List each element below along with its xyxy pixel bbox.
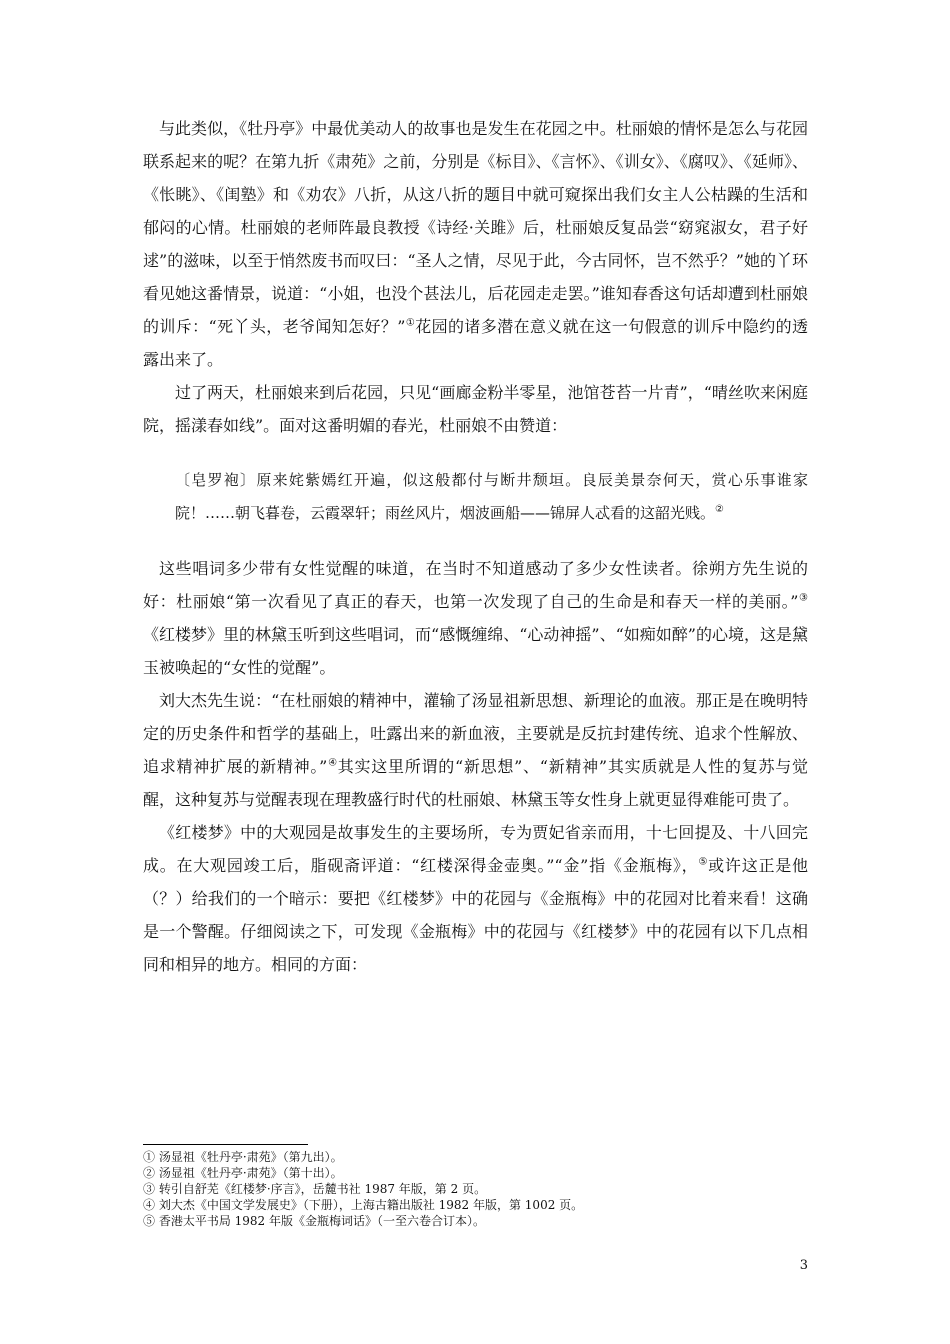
footnote-4: ④ 刘大杰《中国文学发展史》（下册），上海古籍出版社 1982 年版，第 1002 页。: [143, 1198, 584, 1212]
footnote-ref-2[interactable]: ②: [715, 504, 724, 515]
paragraph-5: 《红楼梦》中的大观园是故事发生的主要场所，专为贾妃省亲而用，十七回提及、十八回完成。在大观园竣工后，脂砚斋评道：“红楼深得金壶奥。”“金”指《金瓶梅》，⑤或许这正是他（？）给我们的一个暗示：要把《红楼梦》中的花园与《金瓶梅》中的花园对比着来看！这确是一个警醒。仔细阅读之下，可发现《金瓶梅》中的花园与《红楼梦》中的花园有以下几点相同和相异的地方。相同的方面：: [143, 823, 808, 974]
page-number: 3: [799, 1258, 808, 1273]
paragraph-3: 这些唱词多少带有女性觉醒的味道，在当时不知道感动了多少女性读者。徐朔方先生说的好：杜丽娘“第一次看见了真正的春天，也第一次发现了自己的生命是和春天一样的美丽。”③《红楼梦》里的林黛玉听到这些唱词，而“感慨缠绵、“心动神摇”、“如痴如醉”的心境，这是黛玉被唤起的“女性的觉醒”。: [143, 559, 808, 677]
footnote-ref-3[interactable]: ③: [798, 592, 808, 604]
paragraph-2: 过了两天，杜丽娘来到后花园，只见“画廊金粉半零星，池馆苍苔一片青”，“晴丝吹来闲庭院，摇漾春如线”。面对这番明媚的春光，杜丽娘不由赞道：: [143, 383, 808, 435]
footnote-3: ③ 转引自舒芜《红楼梦·序言》，岳麓书社 1987 年版，第 2 页。: [143, 1182, 487, 1196]
footnotes: [143, 1144, 808, 1229]
footnote-2: ② 汤显祖《牡丹亭·肃苑》（第十出）。: [143, 1166, 343, 1180]
paragraph-1: 与此类似，《牡丹亭》中最优美动人的故事也是发生在花园之中。杜丽娘的情怀是怎么与花园联系起来的呢？在第九折《肃苑》之前，分别是《标目》、《言怀》、《训女》、《腐叹》、《延师》、《怅眺》、《闺塾》和《劝农》八折，从这八折的题目中就可窥探出我们女主人公枯躁的生活和郁闷的心情。杜丽娘的老师阵最良教授《诗经·关雎》后，杜丽娘反复品尝“窈窕淑女，君子好逑”的滋味，以至于悄然废书而叹曰：“圣人之情，尽见于此，今古同怀，岂不然乎？”她的丫环看见她这番情景，说道：“小姐，也没个甚法儿，后花园走走罢。”谁知春香这句话却遭到杜丽娘的训斥：“死丫头，老爷闻知怎好？”①花园的诸多潜在意义就在这一句假意的训斥中隐约的透露出来了。: [143, 119, 808, 369]
footnote-divider: [143, 1144, 308, 1145]
footnote-1: ① 汤显祖《牡丹亭·肃苑》（第九出）。: [143, 1150, 343, 1164]
paragraph-4: 刘大杰先生说：“在杜丽娘的精神中，灌输了汤显祖新思想、新理论的血液。那正是在晚明特定的历史条件和哲学的基础上，吐露出来的新血液，主要就是反抗封建传统、追求个性解放、追求精神扩展的新精神。”④其实这里所谓的“新思想”、“新精神”其实质就是人性的复苏与觉醒，这种复苏与觉醒表现在理教盛行时代的杜丽娘、林黛玉等女性身上就更显得难能可贵了。: [143, 691, 808, 809]
footnote-ref-4[interactable]: ④: [327, 757, 338, 769]
footnote-ref-5[interactable]: ⑤: [698, 856, 709, 868]
footnote-5: ⑤ 香港太平书局 1982 年版《金瓶梅词话》（一至六卷合订本）。: [143, 1214, 485, 1228]
block-quote: 〔皂罗袍〕原来姹紫嫣红开遍，似这般都付与断井颓垣。良辰美景奈何天，赏心乐事谁家院！……朝飞暮卷，云霞翠轩；雨丝风片，烟波画船——锦屏人忒看的这韶光贱。②: [175, 471, 808, 522]
body-text: [143, 112, 808, 981]
footnote-ref-1[interactable]: ①: [405, 317, 416, 329]
